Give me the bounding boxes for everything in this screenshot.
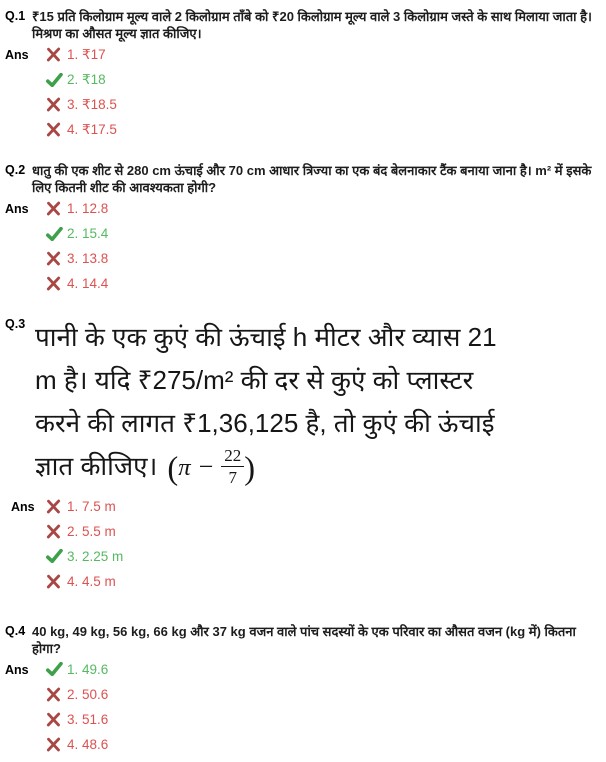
answer-option [46, 574, 596, 589]
cross-icon [46, 276, 63, 291]
option-label: 2. ₹18 [67, 71, 106, 87]
options-list [46, 662, 596, 762]
pi-symbol: π [178, 454, 191, 481]
fraction-numerator: 22 [221, 447, 244, 467]
question-block-1 [5, 8, 596, 147]
cross-icon [46, 97, 63, 112]
answer-option [46, 47, 596, 62]
question-text: ₹15 प्रति किलोग्राम मूल्य वाले 2 किलोग्राम ताँबे को ₹20 किलोग्राम मूल्य वाले 3 किलोग्राम जस्ते के साथ मिलाया जाता है। मिश्रण का औसत मूल्य ज्ञात कीजिए। [32, 9, 592, 41]
option-label: 3. 51.6 [67, 711, 109, 727]
ans-label: Ans [11, 499, 35, 514]
answer-option [46, 687, 596, 702]
option-label: 4. ₹17.5 [67, 121, 117, 137]
answer-option [46, 72, 596, 87]
fraction-denominator: 7 [228, 467, 238, 487]
question-block-3 [5, 316, 596, 599]
question-block-4 [5, 623, 596, 762]
ans-label: Ans [5, 662, 29, 677]
option-label: 2. 15.4 [67, 226, 109, 241]
answer-option [46, 524, 596, 539]
check-icon [46, 227, 63, 241]
options-list [46, 201, 596, 301]
fraction [221, 447, 244, 486]
answer-option [46, 251, 596, 266]
option-label: 1. 49.6 [67, 661, 109, 677]
answer-option [46, 276, 596, 291]
ans-label: Ans [5, 48, 29, 62]
option-label: 1. 12.8 [67, 201, 109, 216]
cross-icon [46, 712, 63, 727]
ans-label: Ans [5, 202, 29, 216]
option-label: 3. ₹18.5 [67, 96, 117, 112]
option-label: 2. 50.6 [67, 686, 109, 702]
answer-option [46, 549, 596, 564]
option-label: 2. 5.5 m [67, 523, 116, 539]
option-label: 1. 7.5 m [67, 498, 116, 514]
check-icon [46, 549, 63, 563]
question-image-line: पानी के एक कुएं की ऊंचाई h मीटर और व्यास 21 [35, 322, 497, 352]
option-label: 4. 14.4 [67, 276, 109, 291]
answer-option [46, 499, 596, 514]
open-paren: ( [167, 450, 179, 487]
pi-expression [167, 445, 255, 491]
cross-icon [46, 687, 63, 702]
minus-sign: − [198, 452, 214, 481]
option-label: 3. 2.25 m [67, 548, 124, 564]
question-image-line: m है। यदि ₹275/m² की दर से कुएं को प्लास्टर [35, 365, 474, 395]
answer-option [46, 662, 596, 677]
question-image [32, 316, 596, 491]
question-image-text: ज्ञात कीजिए। [35, 451, 158, 481]
question-text: धातु की एक शीट से 280 cm ऊंचाई और 70 cm आधार त्रिज्या का एक बंद बेलनाकार टैंक बनाया जाना है। m² में इसके लिए कितनी शीट की आवश्यकता होगी? [32, 163, 592, 195]
question-image-line: करने की लागत ₹1,36,125 है, तो कुएं की ऊंचाई [35, 408, 495, 438]
answer-option [46, 226, 596, 241]
question-number: Q.1 [5, 9, 26, 23]
cross-icon [46, 574, 63, 589]
cross-icon [46, 122, 63, 137]
cross-icon [46, 499, 63, 514]
question-block-2 [5, 162, 596, 301]
cross-icon [46, 737, 63, 752]
options-list [46, 499, 596, 599]
question-text: 40 kg, 49 kg, 56 kg, 66 kg और 37 kg वजन वाले पांच सदस्यों के एक परिवार का औसत वजन (kg में) कितना होगा? [32, 623, 576, 656]
check-icon [46, 73, 63, 87]
cross-icon [46, 201, 63, 216]
question-number: Q.2 [5, 163, 26, 177]
check-icon [46, 662, 63, 676]
question-number: Q.3 [5, 317, 26, 331]
option-label: 4. 4.5 m [67, 573, 116, 589]
option-label: 4. 48.6 [67, 736, 109, 752]
answer-option [46, 122, 596, 137]
option-label: 3. 13.8 [67, 251, 109, 266]
answer-option [46, 201, 596, 216]
answer-option [46, 712, 596, 727]
answer-option [46, 97, 596, 112]
answer-option [46, 737, 596, 752]
question-image-line [35, 445, 596, 491]
question-number: Q.4 [5, 623, 26, 638]
cross-icon [46, 524, 63, 539]
option-label: 1. ₹17 [67, 46, 106, 62]
cross-icon [46, 251, 63, 266]
options-list [46, 47, 596, 147]
close-paren: ) [244, 450, 256, 487]
cross-icon [46, 47, 63, 62]
